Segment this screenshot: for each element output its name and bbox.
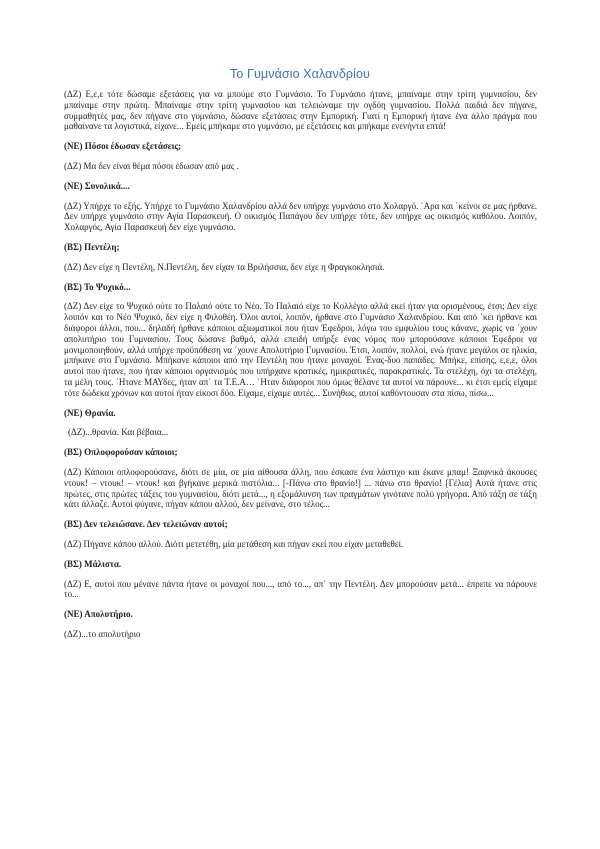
interviewee-answer: (ΔΖ) Ε,ε,ε τότε δώσαμε εξετάσεις για να μπούμε στο Γυμνάσιο. Το Γυμνάσιο ήτανε, μπαίναμε στην τρίτη γυμνασίου, δεν μπαίναμε στην πρώτη. Μπαίναμε στην τρίτη γυμνασίου και τελειώναμε την ογδόη γυμνασίου. Πολλά παιδιά δεν πήγανε, συμμαθητές μας, δεν πήγανε στο γυμνάσιο, δώσανε εξετάσεις στην Εμπορική. Γιατί η Εμπορική ήτανε ένα άλλο πράγμα που μαθαίνανε τα λογιστικά, είχανε... Εμείς μπήκαμε στο γυμνάσιο, με εξετάσεις και μπήκαμε ενενήντα επτά!	[64, 89, 537, 132]
interviewee-answer: (ΔΖ) Ε, αυτοί που μένανε πάντα ήτανε οι μοναχοί που..., από το..., απ΄ την Πεντέλη. Δεν μπορούσαν μετά... έπρεπε να πάρουνε το...	[64, 578, 537, 600]
interviewer-question: (ΝΕ) Συνολικά....	[64, 180, 130, 191]
interviewer-question: (ΒΣ) Δεν τελειώσανε. Δεν τελειώναν αυτοί;	[64, 519, 228, 530]
interviewer-question: (ΒΣ) Οπλοφορούσαν κάποιοι;	[64, 447, 178, 458]
interviewee-answer: (ΔΖ)...θρανία. Και βέβαια...	[68, 427, 169, 438]
interviewee-answer: (ΔΖ) Δεν είχε το Ψυχικό ούτε το Παλαιό ούτε το Νέο. Το Παλαιό είχε το Κολλέγιο αλλά εκεί ήταν για ορισμένους, έτσι; Δεν είχε λοιπόν και το Νέο Ψυχικό, δεν είχε η Φιλοθέη. Όλοι αυτοί, λοιπόν, ήρθανε στο Γυμνάσιο Χαλανδρίου. Και από ΄κει ήρθανε και διάφοροι άλλοι, που... δηλαδή ήρθανε κάποιοι αξιωματικοί που ήταν Έφεδροι, λόγω του εμφυλίου τους κάνανε, χωρίς να ΄χουν απολυτήριο του Γυμνασίου. Τους δώσανε βαθμό, αλλά επειδή υπήρξε ένας νόμος που μπορούσανε κάποιοι Έφεδροι να μονιμοποιηθούν, αλλά υπήρχε προϋπόθεση να ΄χουνε Απολυτήριο Γυμνασίου. Έτσι, λοιπόν, πολλοί, ενώ ήτανε μεγάλοι σε ηλικία, μπήκανε στο Γυμνάσιο. Μπήκανε κάποιοι από την Πεντέλη που ήτανε μοναχοί. Ένας-δυο παπάδες. Μπήκε, επίσης, ε,ε,ε, όλοι αυτοί που ήτανε, που ήταν κάποιοι οργανισμός που υπήρχανε κρατικές, ημικρατικές, παρακρατικές. Τα στελέχη, όχι τα στελέχη, τα μέλη τους. ΄Ητανε ΜΑΥδες, ήταν απ΄ τα Τ.Ε.Α… ΄Ηταν διάφοροι που όμως θέλανε τα αυτοί να πάρουνε... κι έτσι εμείς είχαμε τότε δώδεκα χρόνων και αυτοί ήταν είκοσι δύο. Είχαμε, είχαμε αυτές... Συνήθως, αυτοί καθόντουσαν στα πίσω, πίσω...	[64, 301, 537, 398]
interviewee-answer: (ΔΖ) Μα δεν είναι θέμα πόσοι έδωσαν από μας .	[64, 160, 239, 171]
interviewee-answer: (ΔΖ) Κάποιοι οπλοφορούσανε, διότι σε μία, σε μία αίθουσα άλλη, που έσκασε ένα λάστιχο και έκανε μπαμ! Ξαφνικά άκουσες ντουκ! – ντουκ! – ντουκ! και βγήκανε μερικά πιστόλια... [-Πάνω στο θρανίο!] ... πάνω στο θρανίο! [Γέλια] Αυτά ήτανε στις πρώτες, στις πρώτες τάξεις του γυμνασίου, διότι μετά..., η εξομάλυνση των πραγμάτων γινότανε πολύ γρήγορα. Από τάξη σε τάξη κάτι άλλαζε. Αυτοί φύγανε, πήγαν κάπου αλλού, δεν μείνανε, στο τέλος...	[64, 466, 537, 510]
interviewer-question: (ΝΕ) Πόσοι έδωσαν εξετάσεις;	[64, 141, 182, 152]
document-title: Το Γυμνάσιο Χαλανδρίου	[230, 67, 370, 81]
interviewer-question: (ΒΣ) Πεντέλη;	[64, 241, 120, 252]
interviewer-question: (ΒΣ) Το Ψυχικό...	[64, 281, 131, 292]
interviewee-answer: (ΔΖ) Δεν είχε η Πεντέλη, Ν.Πεντέλη, δεν είχαν τα Βριλήσσια, δεν είχε η Φραγκοκλησιά.	[64, 261, 385, 272]
interviewee-answer: (ΔΖ) Πήγανε κάπου αλλού. Διότι μετετέθη, μία μετάθεση και πήγαν εκεί που είχαν μεταθεθεί.	[64, 538, 404, 549]
interviewer-question: (ΝΕ) Θρανία.	[64, 407, 116, 418]
interviewee-answer: (ΔΖ) Υπήρχε το εξής. Υπήρχε το Γυμνάσιο Χαλανδρίου αλλά δεν υπήρχε γυμνάσιο στο Χολαργό. ΄Αρα και ΄κείνοι σε μας ήρθανε. Δεν υπήρχε γυμνάσιο στην Αγία Παρασκευή. Ο οικισμός Παπάγου δεν υπήρχε τότε, δεν υπήρχε ως οικισμός καθόλου. Λοιπόν, Χολαργός, Αγία Παρασκευή δεν είχε γυμνάσιο.	[64, 200, 537, 233]
interviewer-question: (ΝΕ) Απολυτήριο.	[64, 609, 133, 620]
interviewee-answer: (ΔΖ)...το απολυτήριο	[64, 628, 141, 639]
interviewer-question: (ΒΣ) Μάλιστα.	[64, 558, 122, 569]
transcript-body	[64, 89, 537, 649]
